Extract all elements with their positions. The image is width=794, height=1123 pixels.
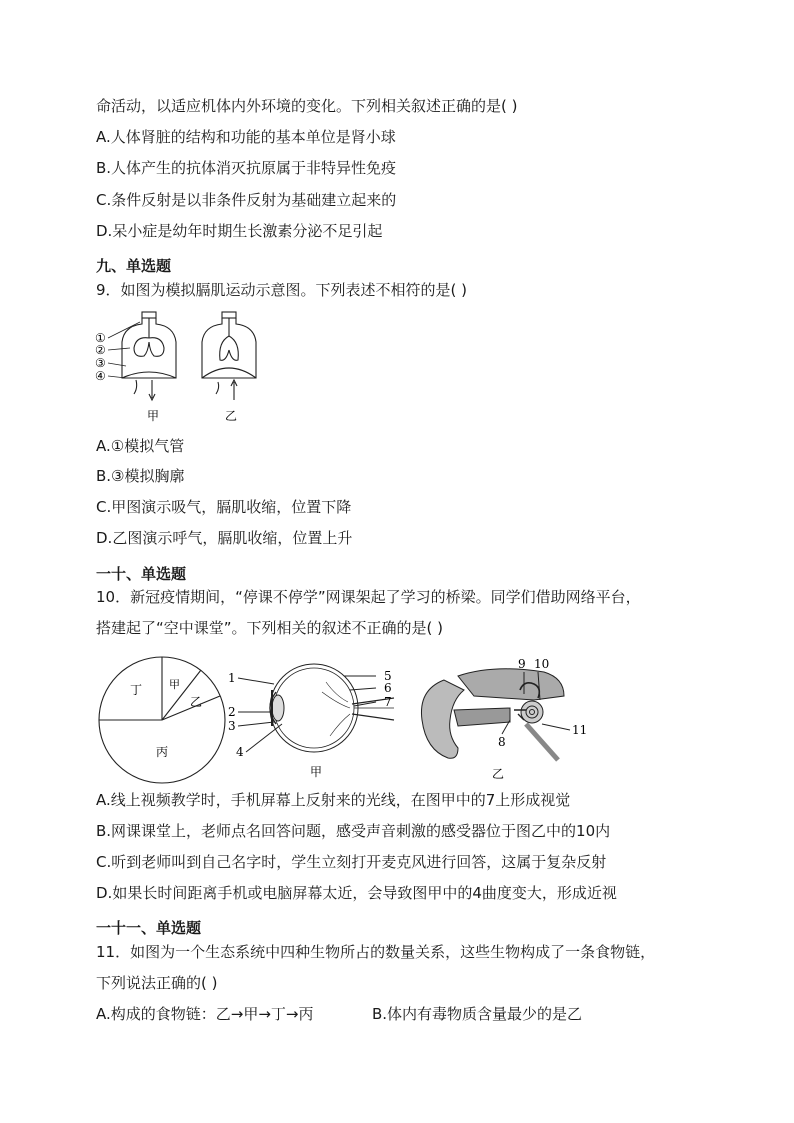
pie-label-ding: 丁	[130, 683, 143, 697]
label-yi: 乙	[225, 409, 238, 423]
q9-stem: 9．如图为模拟膈肌运动示意图。下列表述不相符的是( )	[96, 281, 468, 299]
eye-number-4: 4	[236, 745, 244, 759]
ear-number-11: 11	[572, 723, 588, 737]
section-heading-11: 一十一、单选题	[96, 919, 202, 937]
q11-option-b: B.体内有毒物质含量最少的是乙	[372, 1005, 583, 1023]
q10-option-c: C.听到老师叫到自己名字时，学生立刻打开麦克风进行回答，这属于复杂反射	[96, 853, 607, 871]
q9-option-b: B.③模拟胸廓	[96, 467, 185, 485]
eye-number-6: 6	[384, 681, 392, 695]
marker-4: ④	[95, 369, 106, 383]
q11-stem-line2: 下列说法正确的( )	[96, 974, 218, 992]
eye-number-3: 3	[228, 719, 236, 733]
eye-caption: 甲	[310, 765, 323, 779]
ear-diagram	[414, 650, 594, 782]
ear-number-10: 10	[534, 657, 550, 671]
q8-option-a: A.人体肾脏的结构和功能的基本单位是肾小球	[96, 128, 396, 146]
pie-label-jia: 甲	[169, 678, 180, 691]
q8-option-b: B.人体产生的抗体消灭抗原属于非特异性免疫	[96, 159, 397, 177]
eye-diagram	[226, 662, 396, 782]
section-heading-9: 九、单选题	[96, 257, 172, 275]
population-pie-chart	[96, 654, 228, 786]
q10-stem-line1: 10．新冠疫情期间，“停课不停学”网课架起了学习的桥梁。同学们借助网络平台，	[96, 588, 641, 606]
eye-number-2: 2	[228, 705, 236, 719]
marker-1: ①	[95, 331, 106, 345]
q9-option-d: D.乙图演示呼气，膈肌收缩，位置上升	[96, 529, 353, 547]
marker-2: ②	[95, 343, 106, 357]
eye-number-7: 7	[384, 695, 392, 709]
label-jia: 甲	[147, 409, 160, 423]
q9-option-c: C.甲图演示吸气，膈肌收缩，位置下降	[96, 498, 352, 516]
q9-option-a: A.①模拟气管	[96, 437, 185, 455]
pie-label-bing: 丙	[156, 745, 169, 759]
ear-number-9: 9	[518, 657, 526, 671]
bell-jar-a	[122, 312, 176, 400]
q8-option-c: C.条件反射是以非条件反射为基础建立起来的	[96, 191, 397, 209]
q8-option-d: D.呆小症是幼年时期生长激素分泌不足引起	[96, 222, 383, 240]
ear-number-8: 8	[498, 735, 506, 749]
diaphragm-model-figure	[92, 308, 272, 430]
eye-number-5: 5	[384, 669, 392, 683]
section-heading-10: 一十、单选题	[96, 565, 187, 583]
q8-stem-continuation: 命活动，以适应机体内外环境的变化。下列相关叙述正确的是( )	[96, 97, 518, 115]
q10-option-b: B.网课课堂上，老师点名回答问题，感受声音刺激的感受器位于图乙中的10内	[96, 822, 611, 840]
q10-option-a: A.线上视频教学时，手机屏幕上反射来的光线，在图甲中的7上形成视觉	[96, 791, 571, 809]
marker-3: ③	[95, 356, 106, 370]
q10-option-d: D.如果长时间距离手机或电脑屏幕太近，会导致图甲中的4曲度变大，形成近视	[96, 884, 617, 902]
q11-stem-line1: 11．如图为一个生态系统中四种生物所占的数量关系，这些生物构成了一条食物链，	[96, 943, 656, 961]
eye-number-1: 1	[228, 671, 236, 685]
q10-stem-line2: 搭建起了“空中课堂”。下列相关的叙述不正确的是( )	[96, 619, 444, 637]
pie-label-yi: 乙	[190, 695, 203, 709]
bell-jar-b	[202, 312, 256, 400]
q11-option-a: A.构成的食物链：乙→甲→丁→丙	[96, 1005, 314, 1023]
ear-caption: 乙	[492, 767, 505, 781]
